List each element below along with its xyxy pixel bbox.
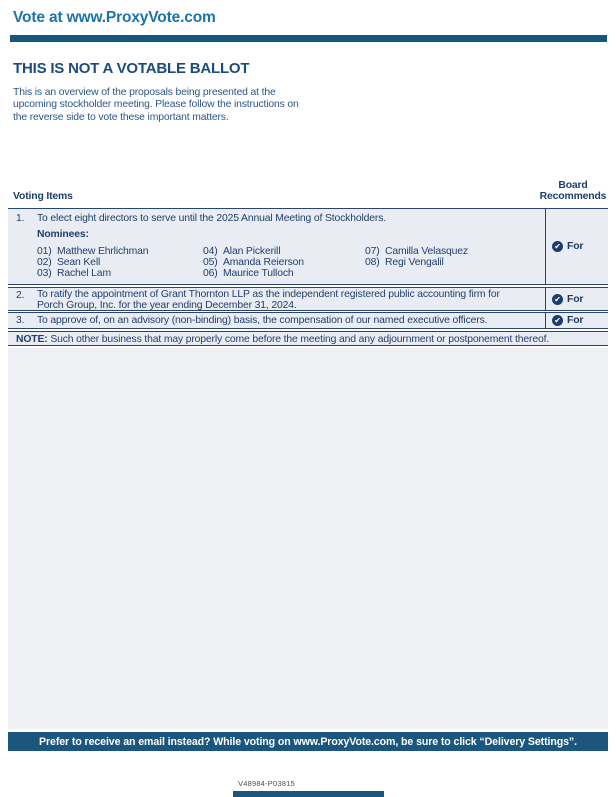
table-row-item-2 (8, 287, 608, 311)
nominee-number: 01) (37, 246, 52, 257)
list-item-nominee (203, 257, 365, 268)
note-row-text (16, 334, 549, 345)
item-2-recommendation-cell (545, 288, 608, 310)
check-circle-icon: ✔ (552, 241, 563, 252)
scan-alignment-bar (233, 791, 384, 797)
item-3-recommendation-cell (545, 313, 608, 328)
recommendation-label: For (567, 293, 584, 305)
table-row-note (8, 331, 608, 346)
board-recommends-header (538, 180, 608, 202)
not-votable-ballot-heading: THIS IS NOT A VOTABLE BALLOT (13, 60, 250, 77)
table-row-item-1 (8, 208, 608, 285)
nominee-number: 07) (365, 246, 380, 257)
item-2-text-line-2: Porch Group, Inc. for the year ending December 31, 2024. (37, 299, 297, 311)
item-2-text (37, 290, 500, 311)
overview-paragraph (13, 87, 299, 124)
overview-line-2: upcoming stockholder meeting. Please follow the instructions on (13, 99, 299, 111)
nominee-name: Sean Kell (57, 257, 101, 268)
note-body: Such other business that may properly come before the meeting and any adjournment or postponement thereof. (47, 334, 550, 345)
nominee-number: 02) (37, 257, 52, 268)
nominee-name: Alan Pickerill (223, 246, 281, 257)
table-row-item-3 (8, 312, 608, 329)
nominee-name: Matthew Ehrlichman (57, 246, 149, 257)
nominee-number: 08) (365, 257, 380, 268)
recommendation-label: For (567, 241, 584, 252)
nominee-number: 03) (37, 268, 52, 279)
voting-items-table (8, 208, 608, 348)
nominee-number: 04) (203, 246, 218, 257)
list-item-nominee (37, 246, 203, 257)
form-control-number: V48984-P03815 (238, 779, 295, 788)
nominee-number: 05) (203, 257, 218, 268)
check-circle-icon: ✔ (552, 294, 563, 305)
list-item-nominee (365, 257, 468, 268)
note-label: NOTE: (16, 334, 48, 345)
list-item-nominee (37, 268, 203, 279)
item-3-number: 3. (16, 315, 25, 326)
item-1-text: To elect eight directors to serve until the 2025 Annual Meeting of Stockholders. (37, 213, 386, 224)
board-recommends-line-2: Recommends (539, 191, 607, 202)
voting-items-header: Voting Items (13, 191, 73, 202)
overview-line-1: This is an overview of the proposals being presented at the (13, 87, 276, 98)
check-circle-icon: ✔ (552, 315, 563, 326)
board-recommends-line-1: Board (558, 180, 588, 191)
list-item-nominee (203, 246, 365, 257)
delivery-settings-banner (8, 732, 608, 751)
nominee-number: 06) (203, 268, 218, 279)
item-3-text: To approve of, on an advisory (non-binding) basis, the compensation of our named executive officers. (37, 315, 488, 326)
item-1-number: 1. (16, 213, 25, 224)
list-item-nominee (203, 268, 365, 279)
list-item-nominee (365, 246, 468, 257)
nominee-name: Amanda Reierson (223, 257, 304, 268)
item-2-number: 2. (16, 290, 25, 301)
list-item-nominee (37, 257, 203, 268)
nominee-name: Rachel Lam (57, 268, 111, 279)
item-2-text-line-1: To ratify the appointment of Grant Thornton LLP as the independent registered public accounting firm for (37, 289, 500, 300)
nominee-name: Camilla Velasquez (385, 246, 468, 257)
delivery-settings-banner-text: Prefer to receive an email instead? While voting on www.ProxyVote.com, be sure to click “Delivery Settings”. (39, 735, 577, 748)
nominee-name: Regi Vengalil (385, 257, 444, 268)
nominees-label: Nominees: (37, 229, 89, 240)
item-1-recommendation-cell (545, 209, 608, 284)
recommendation-label: For (567, 315, 584, 326)
nominee-list (37, 246, 468, 279)
proxyvote-url-link[interactable]: Vote at www.ProxyVote.com (13, 9, 216, 26)
nominee-name: Maurice Tulloch (223, 268, 294, 279)
empty-content-panel (8, 348, 608, 729)
header-divider-rule (10, 35, 607, 42)
overview-line-3: the reverse side to vote these important matters. (13, 111, 229, 123)
